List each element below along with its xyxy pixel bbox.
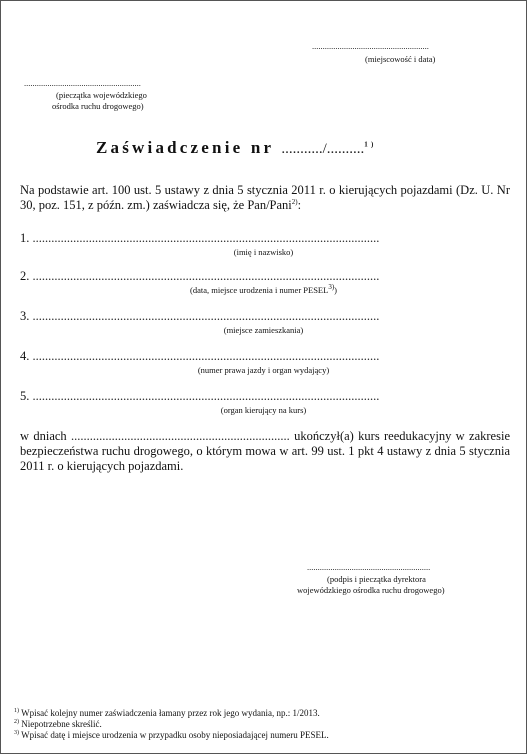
signature-label-line2: wojewódzkiego ośrodka ruchu drogowego) [297, 585, 445, 595]
footnote-text: Wpisać kolejny numer zaświadczenia łamany przez rok jego wydania, np.: 1/2013. [21, 708, 320, 718]
field-1-label: (imię i nazwisko) [233, 247, 294, 257]
footnote-3 [14, 730, 329, 741]
field-number: 3. [20, 309, 30, 323]
footnote-text: Wpisać datę i miejsce urodzenia w przypadku osoby nieposiadającej numeru PESEL. [21, 730, 329, 740]
field-number: 5. [20, 389, 30, 403]
place-date-label: (miejscowość i data) [365, 54, 436, 64]
field-number: 4. [20, 349, 30, 363]
intro-paragraph [20, 183, 510, 213]
footnote-2 [14, 719, 102, 730]
footnote-ref: 2) [14, 719, 19, 725]
stamp-label-line1: (pieczątka wojewódzkiego [56, 90, 147, 100]
completion-prefix: w dniach [20, 429, 67, 443]
field-dots: ............................................................................................................... [32, 269, 380, 283]
field-2 [20, 269, 379, 284]
footnote-ref: 1) [14, 708, 19, 714]
field-number: 2. [20, 269, 30, 283]
field-dots: ............................................................................................................... [32, 309, 380, 323]
signature-label-line1: (podpis i pieczątka dyrektora [327, 574, 426, 584]
title-footnote-ref: 1) [364, 140, 377, 149]
field-2-label [1, 285, 526, 295]
title-text: Zaświadczenie nr [96, 138, 274, 157]
title-number-dots: .........../.......... [281, 141, 365, 157]
signature-dots: .......................................................... [307, 562, 431, 572]
completion-dots: ...................................................................... [71, 429, 290, 443]
field-5 [20, 389, 379, 404]
completion-text: ukończył(a) kurs reedukacyjny w zakresie bezpieczeństwa ruchu drogowego, o którym mowa w art. 99 ust. 1 pkt 4 ustawy z dnia 5 stycznia 2011 r. o kierujących pojazdami. [20, 429, 510, 473]
intro-footnote-ref: 2) [291, 197, 298, 206]
footnote-1 [14, 708, 320, 719]
field-2-label-end: ) [334, 285, 337, 295]
field-2-label-text: (data, miejsce urodzenia i numer PESEL [189, 285, 329, 295]
field-5-label: (organ kierujący na kurs) [220, 405, 307, 415]
field-1 [20, 231, 379, 246]
stamp-dots: ....................................................... [24, 78, 141, 88]
intro-end: : [297, 198, 302, 212]
field-number: 1. [20, 231, 30, 245]
field-3 [20, 309, 379, 324]
field-dots: ............................................................................................................... [32, 349, 380, 363]
place-date-dots: ....................................................... [312, 41, 429, 51]
field-4 [20, 349, 379, 364]
stamp-label-line2: ośrodka ruchu drogowego) [52, 101, 144, 111]
field-3-label: (miejsce zamieszkania) [223, 325, 304, 335]
field-2-footnote-ref: 3) [328, 283, 335, 292]
intro-text: Na podstawie art. 100 ust. 5 ustawy z dnia 5 stycznia 2011 r. o kierujących pojazdami (Dz. U. Nr 30, poz. 151, z późn. zm.) zaświadcza się, że Pan/Pani [20, 183, 510, 212]
document-title [96, 138, 377, 158]
field-4-label: (numer prawa jazdy i organ wydający) [197, 365, 330, 375]
completion-paragraph [20, 429, 510, 474]
footnote-ref: 3) [14, 730, 19, 736]
footnote-text: Niepotrzebne skreślić. [21, 719, 102, 729]
field-dots: ............................................................................................................... [32, 231, 380, 245]
field-dots: ............................................................................................................... [32, 389, 380, 403]
